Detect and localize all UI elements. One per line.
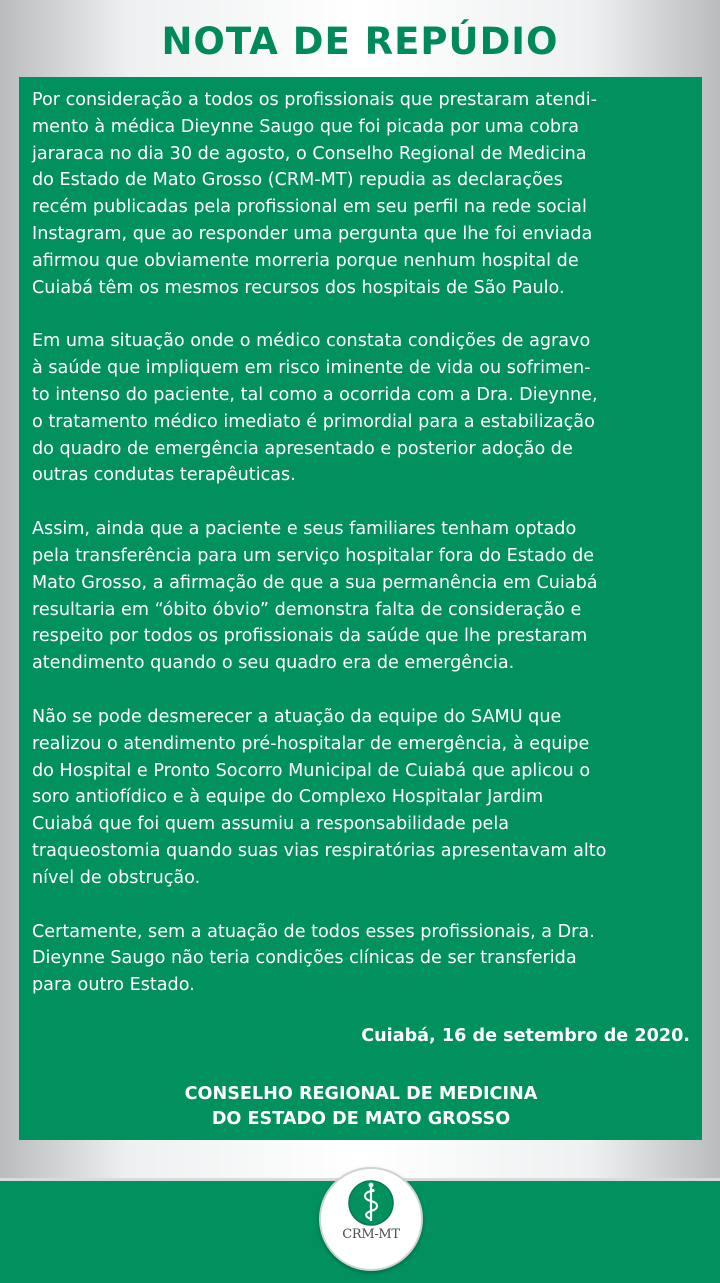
text-line: traqueostomia quando suas vias respiratórias apresentavam alto <box>32 840 607 861</box>
text-line: Assim, ainda que a paciente e seus familiares tenham optado <box>32 519 577 540</box>
caduceus-icon <box>321 1169 421 1269</box>
logo-text: CRM-MT <box>342 1227 400 1242</box>
text-line: recém publicadas pela profissional em seu perfil na rede social <box>32 197 587 218</box>
text-line: do Hospital e Pronto Socorro Municipal de Cuiabá que aplicou o <box>32 760 591 781</box>
text-line: para outro Estado. <box>32 975 195 996</box>
text-line: Cuiabá têm os mesmos recursos dos hospitais de São Paulo. <box>32 277 565 298</box>
text-line: Dieynne Saugo não teria condições clínicas de ser transferida <box>32 948 577 969</box>
crm-mt-logo <box>319 1167 423 1271</box>
statement-panel <box>19 77 702 1140</box>
text-line: mento à médica Dieynne Saugo que foi picada por uma cobra <box>32 116 580 137</box>
text-line: Cuiabá que foi quem assumiu a responsabilidade pela <box>32 814 509 835</box>
text-line: Por consideração a todos os profissionais que prestaram atendi- <box>32 90 597 110</box>
text-line: Não se pode desmerecer a atuação da equipe do SAMU que <box>32 706 562 727</box>
text-line: do quadro de emergência apresentado e posterior adoção de <box>32 438 573 459</box>
text-line: do Estado de Mato Grosso (CRM-MT) repudia as declarações <box>32 170 563 191</box>
text-line: Mato Grosso, a afirmação de que a sua permanência em Cuiabá <box>32 572 598 593</box>
paragraph-5 <box>32 919 690 999</box>
text-line: à saúde que impliquem em risco iminente de vida ou sofrimen- <box>32 358 591 379</box>
text-line: outras condutas terapêuticas. <box>32 465 296 486</box>
text-line: o tratamento médico imediato é primordial para a estabilização <box>32 411 595 432</box>
text-line: respeito por todos os profissionais da saúde que lhe prestaram <box>32 626 588 647</box>
signature-line-2: DO ESTADO DE MATO GROSSO <box>211 1108 511 1129</box>
paragraph-3 <box>32 516 690 677</box>
text-line: resultaria em “óbito óbvio” demonstra falta de consideração e <box>32 599 582 620</box>
text-line: afirmou que obviamente morreria porque nenhum hospital de <box>32 250 579 271</box>
text-line: to intenso do paciente, tal como a ocorrida com a Dra. Dieynne, <box>32 384 598 405</box>
text-line: atendimento quando o seu quadro era de emergência. <box>32 653 515 674</box>
paragraph-4 <box>32 704 690 892</box>
text-line: Em uma situação onde o médico constata condições de agravo <box>32 331 591 352</box>
paragraph-1 <box>32 87 690 301</box>
text-line: nível de obstrução. <box>32 867 201 888</box>
text-line: pela transferência para um serviço hospitalar fora do Estado de <box>32 545 595 566</box>
statement-date: Cuiabá, 16 de setembro de 2020. <box>361 1025 690 1046</box>
signature-line-1: CONSELHO REGIONAL DE MEDICINA <box>184 1083 538 1104</box>
text-line: Instagram, que ao responder uma pergunta que lhe foi enviada <box>32 223 593 244</box>
signature-block <box>32 1082 690 1132</box>
statement-body <box>32 87 690 999</box>
text-line: jararaca no dia 30 de agosto, o Conselho Regional de Medicina <box>32 143 587 164</box>
paragraph-2 <box>32 328 690 489</box>
text-line: soro antiofídico e à equipe do Complexo Hospitalar Jardim <box>32 787 544 808</box>
text-line: realizou o atendimento pré-hospitalar de emergência, à equipe <box>32 733 590 754</box>
page-title: NOTA DE REPÚDIO <box>161 20 559 63</box>
text-line: Certamente, sem a atuação de todos esses profissionais, a Dra. <box>32 921 595 942</box>
